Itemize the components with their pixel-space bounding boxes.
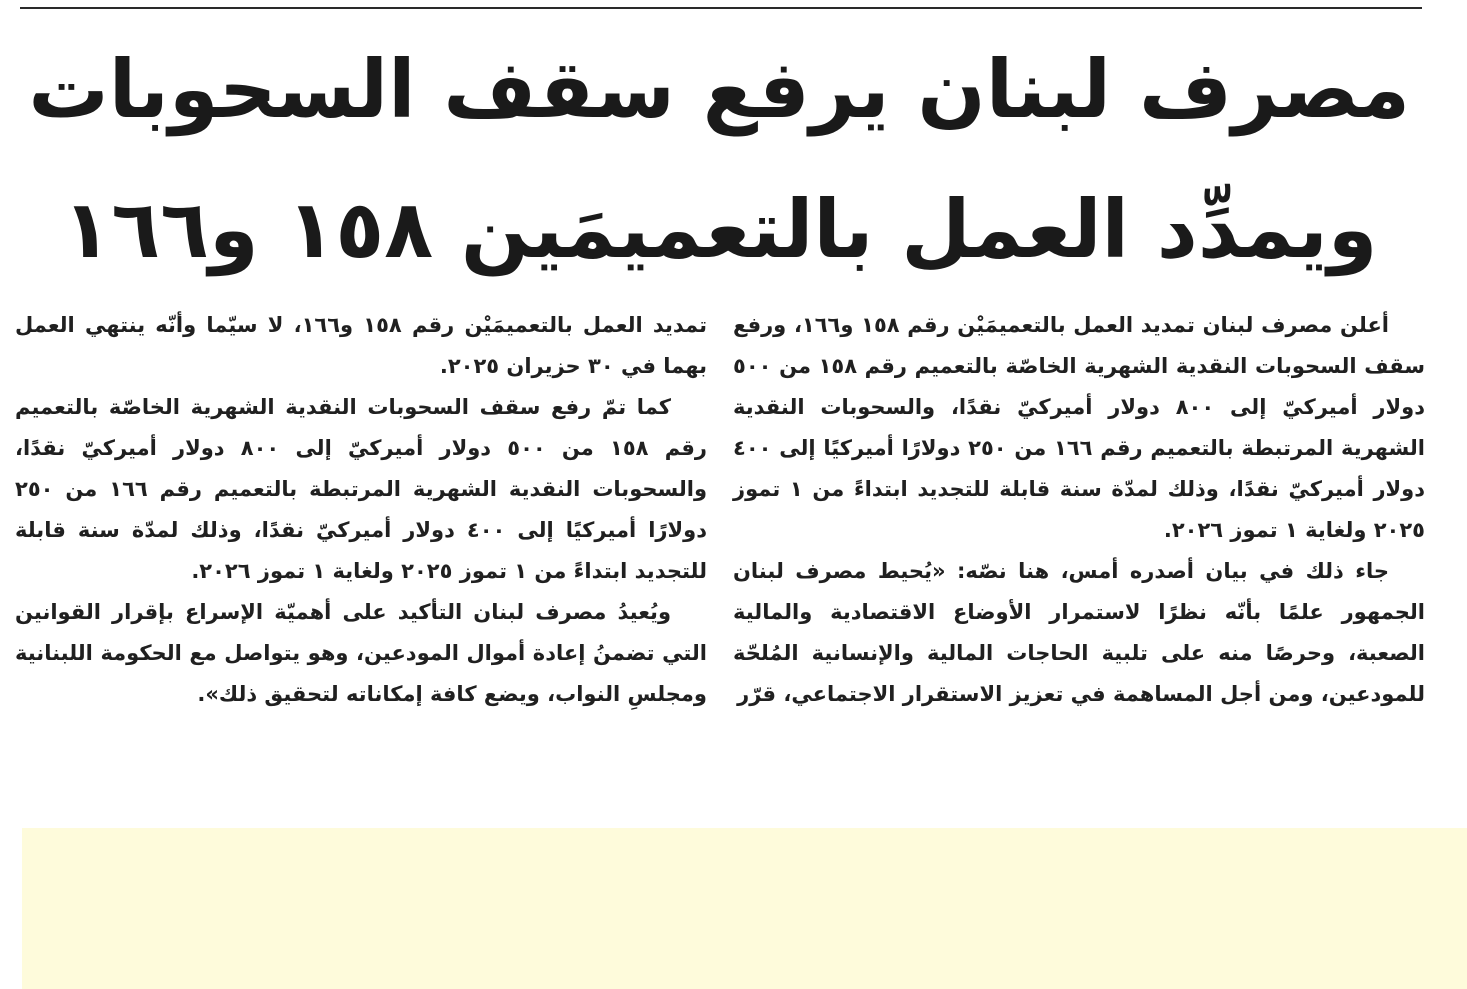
article-paragraph: تمديد العمل بالتعميمَيْن رقم ١٥٨ و١٦٦، لا سيّما وأنّه ينتهي العمل بهما في ٣٠ حزيران ٢٠٢٥. bbox=[15, 313, 708, 378]
article-column-right bbox=[733, 305, 1425, 715]
article-column-left bbox=[15, 305, 707, 715]
headline-line-2: ويمدِّد العمل بالتعميمَين ١٥٨ و١٦٦ bbox=[62, 183, 1378, 276]
advertisement-placeholder bbox=[22, 828, 1467, 989]
headline-line-1: مصرف لبنان يرفع سقف السحوبات bbox=[28, 43, 1410, 136]
article-paragraph: جاء ذلك في بيان أصدره أمس، هنا نصّه: «يُحيط مصرف لبنان الجمهور علمًا بأنّه نظرًا لاستمرار الأوضاع الاقتصادية والمالية الصعبة، وحرصًا منه على تلبية الحاجات المالية والإنسانية المُلحّة للمودعين، ومن أجل المساهمة في تعزيز الاستقرار الاجتماعي، قرّر bbox=[733, 559, 1425, 706]
article-paragraph: ويُعيدُ مصرف لبنان التأكيد على أهميّة الإسراع بإقرار القوانين التي تضمنُ إعادة أموال المودعين، وهو يتواصل مع الحكومة اللبنانية ومجلسِ النواب، ويضع كافة إمكاناته لتحقيق ذلك». bbox=[15, 600, 707, 706]
top-rule bbox=[20, 7, 1422, 9]
article-paragraph: أعلن مصرف لبنان تمديد العمل بالتعميمَيْن رقم ١٥٨ و١٦٦، ورفع سقف السحوبات النقدية الشهرية الخاصّة بالتعميم رقم ١٥٨ من ٥٠٠ دولار أميركيّ إلى ٨٠٠ دولار أميركيّ نقدًا، والسحوبات النقدية الشهرية المرتبطة بالتعميم رقم ١٦٦ من ٢٥٠ دولارًا أميركيًا إلى ٤٠٠ دولار أميركيّ نقدًا، وذلك لمدّة سنة قابلة للتجديد ابتداءً من ١ تموز ٢٠٢٥ ولغاية ١ تموز ٢٠٢٦. bbox=[733, 313, 1426, 542]
article-paragraph: كما تمّ رفع سقف السحوبات النقدية الشهرية الخاصّة بالتعميم رقم ١٥٨ من ٥٠٠ دولار أميركيّ إلى ٨٠٠ دولار أميركيّ نقدًا، والسحوبات النقدية الشهرية المرتبطة بالتعميم رقم ١٦٦ من ٢٥٠ دولارًا أميركيًا إلى ٤٠٠ دولار أميركيّ نقدًا، وذلك لمدّة سنة قابلة للتجديد ابتداءً من ١ تموز ٢٠٢٥ ولغاية ١ تموز ٢٠٢٦. bbox=[15, 395, 708, 583]
